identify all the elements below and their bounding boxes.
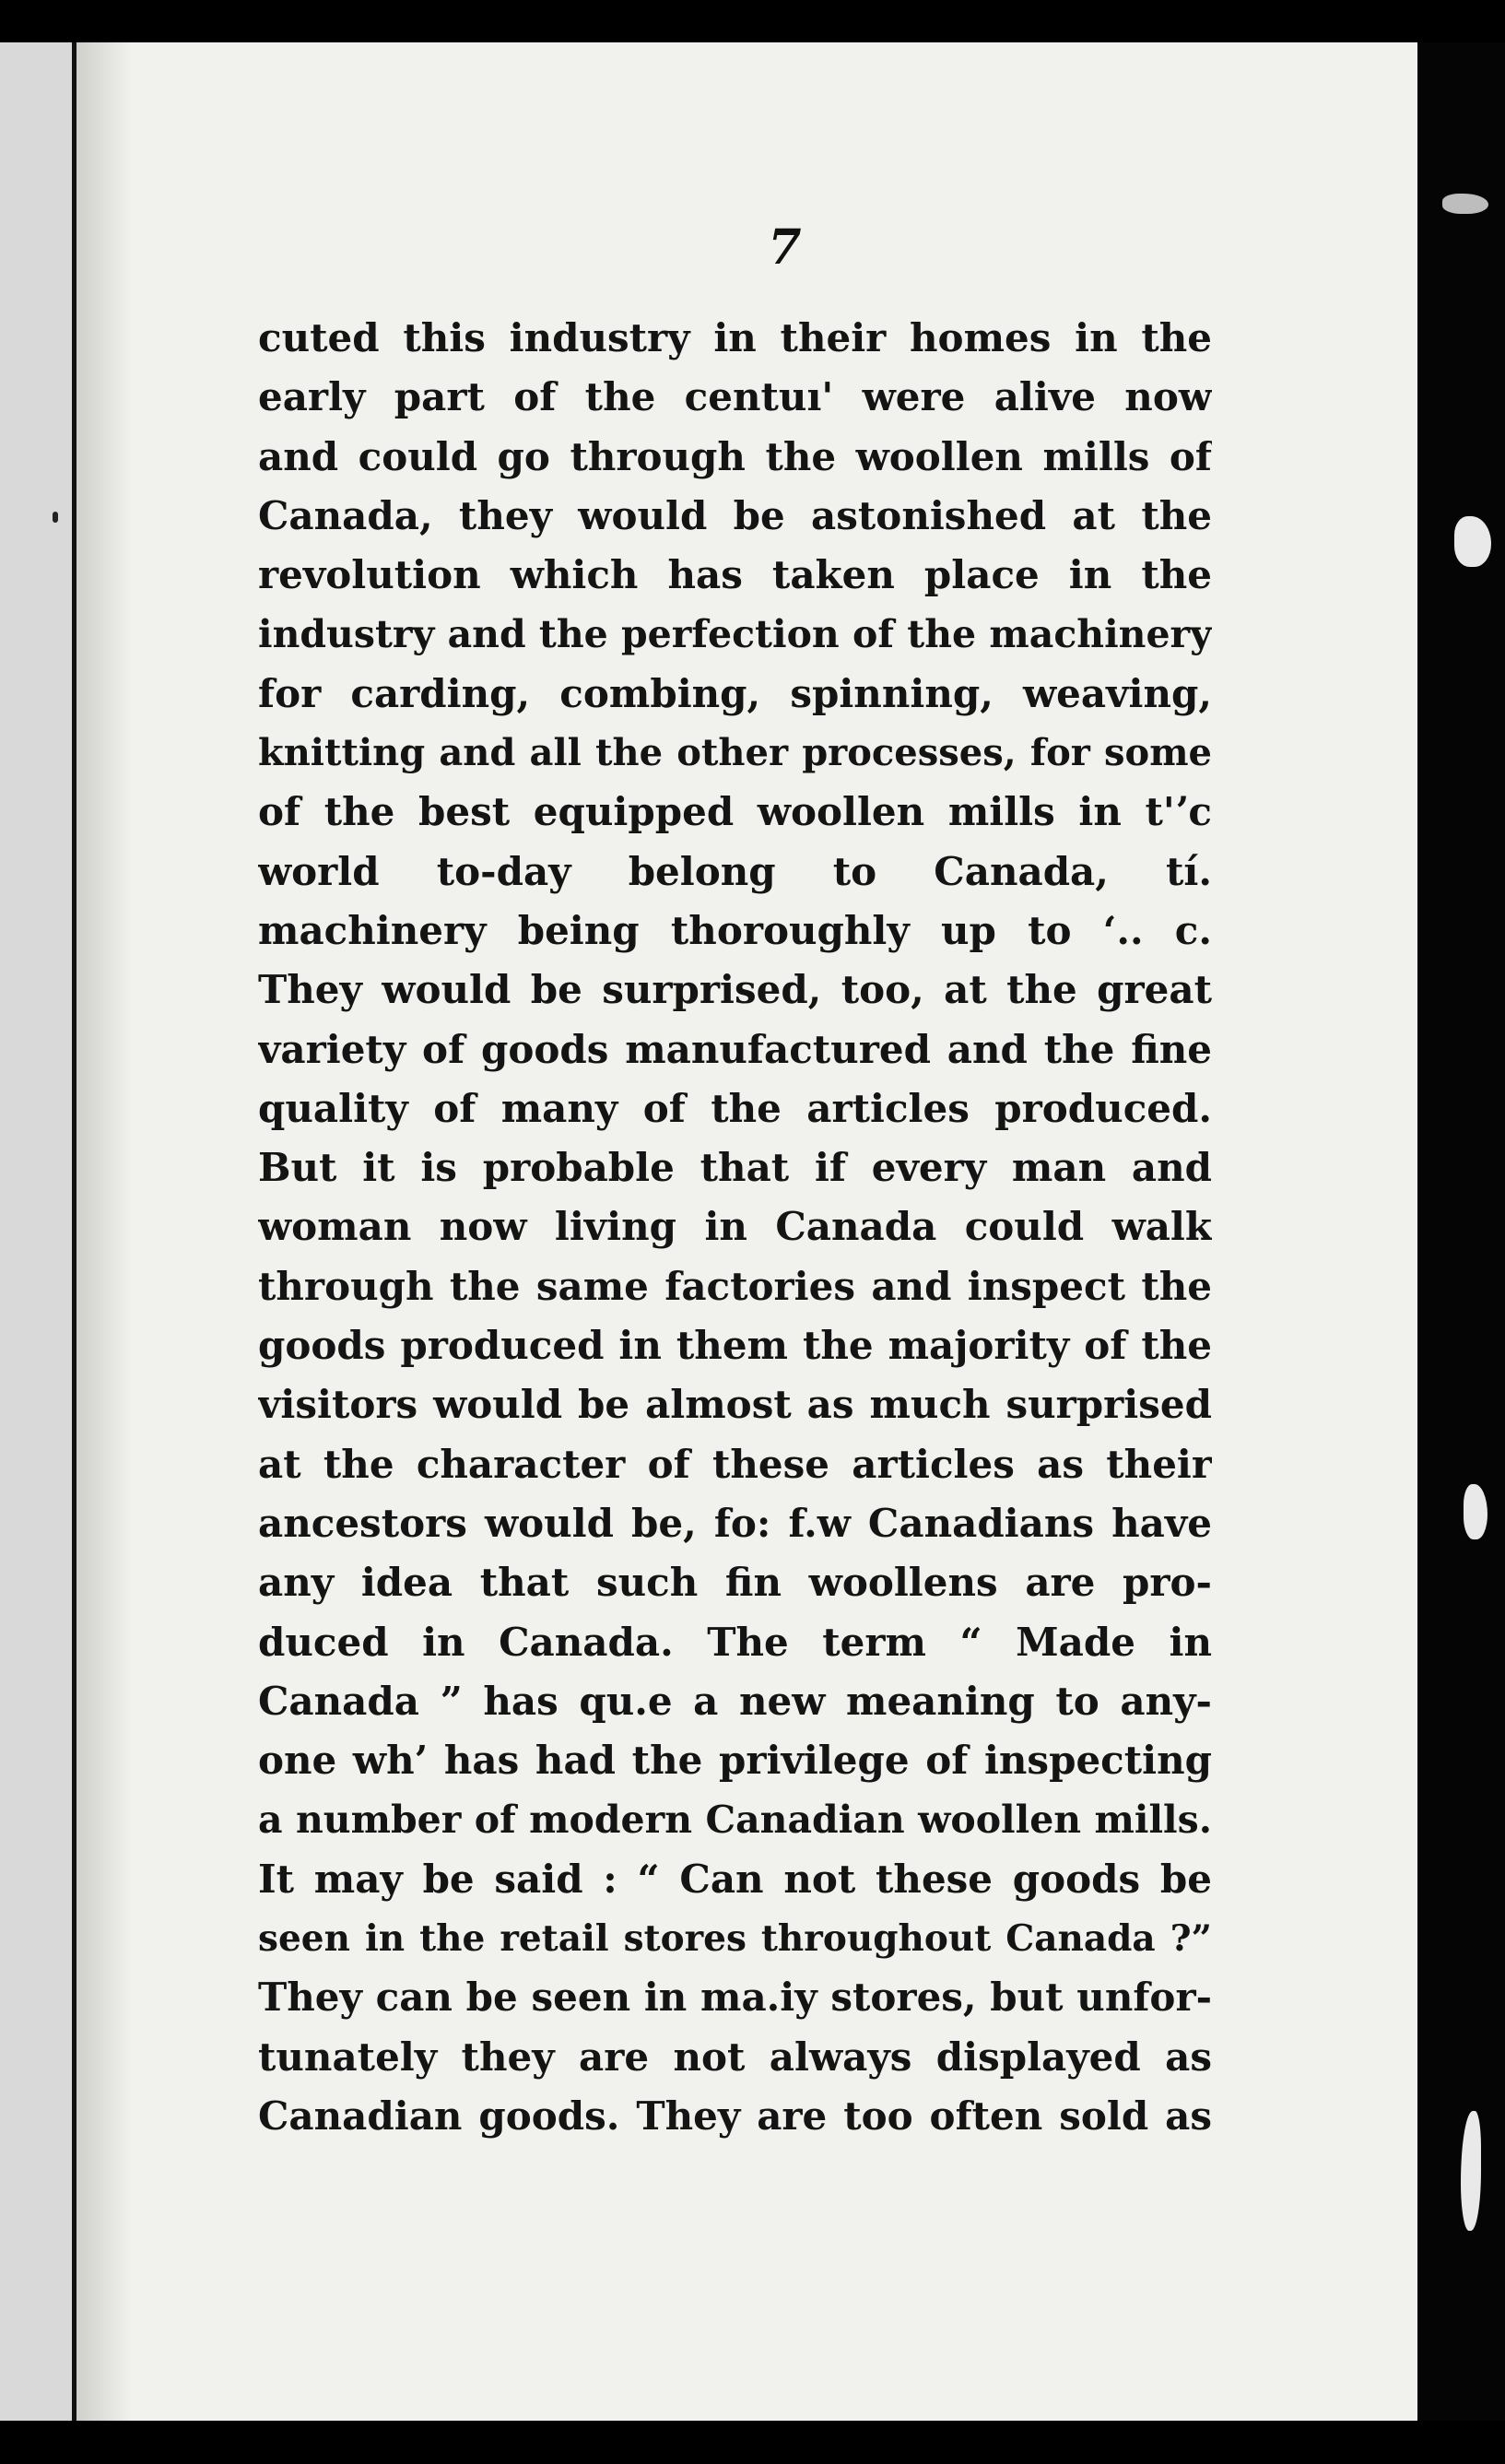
text-line: goods produced in them the majority of the (258, 1323, 1212, 1369)
gutter-shadow (76, 42, 132, 2421)
text-line: They can be seen in ma.iy stores, but unfor- (258, 1975, 1212, 2021)
paper-fleck (1461, 2111, 1481, 2231)
text-line: duced in Canada. The term “ Made in (258, 1619, 1212, 1665)
text-line: a number of modern Canadian woollen mills. (258, 1798, 1212, 1843)
text-line: industry and the perfection of the machinery (258, 612, 1212, 657)
text-line: for carding, combing, spinning, weaving, (258, 670, 1212, 716)
page-number: 7 (768, 219, 802, 276)
text-line: tunately they are not always displayed as (258, 2034, 1212, 2080)
text-line: Canadian goods. They are too often sold as (258, 2093, 1212, 2139)
text-line: of the best equipped woollen mills in t'ʼc (258, 789, 1212, 835)
text-line: machinery being thoroughly up to ‘.. c. (258, 907, 1212, 953)
text-line: They would be surprised, too, at the great (258, 967, 1212, 1013)
paper-fleck (1442, 194, 1488, 214)
text-line: early part of the centuı' were alive now (258, 374, 1212, 420)
text-line: through the same factories and inspect the (258, 1263, 1212, 1309)
margin-mark (53, 512, 58, 523)
text-line: visitors would be almost as much surprised (258, 1382, 1212, 1428)
text-line: Canada ” has qu.e a new meaning to any- (258, 1678, 1212, 1724)
text-line: one wh’ has had the privilege of inspecting (258, 1738, 1212, 1784)
text-line: and could go through the woollen mills of (258, 433, 1212, 479)
text-line: variety of goods manufactured and the fine (258, 1026, 1212, 1072)
right-scan-border (1417, 42, 1505, 2421)
body-text (258, 309, 1212, 2146)
text-line: woman now living in Canada could walk (258, 1204, 1212, 1250)
text-line: Canada, they would be astonished at the (258, 492, 1212, 538)
left-page-edge (0, 42, 72, 2421)
text-line: seen in the retail stores throughout Canada ?” (258, 1917, 1212, 1961)
text-line: But it is probable that if every man and (258, 1145, 1212, 1191)
text-line: knitting and all the other processes, for some (258, 731, 1212, 775)
text-line: ancestors would be, fo: f.w Canadians have (258, 1500, 1212, 1546)
text-line: world to-day belong to Canada, tí. (258, 848, 1212, 894)
text-line: quality of many of the articles produced. (258, 1085, 1212, 1131)
text-line: revolution which has taken place in the (258, 552, 1212, 598)
text-line: cuted this industry in their homes in the (258, 315, 1212, 360)
text-line: any idea that such fin woollens are pro- (258, 1560, 1212, 1606)
text-line: It may be said : “ Can not these goods be (258, 1856, 1212, 1902)
text-line: at the character of these articles as their (258, 1441, 1212, 1487)
